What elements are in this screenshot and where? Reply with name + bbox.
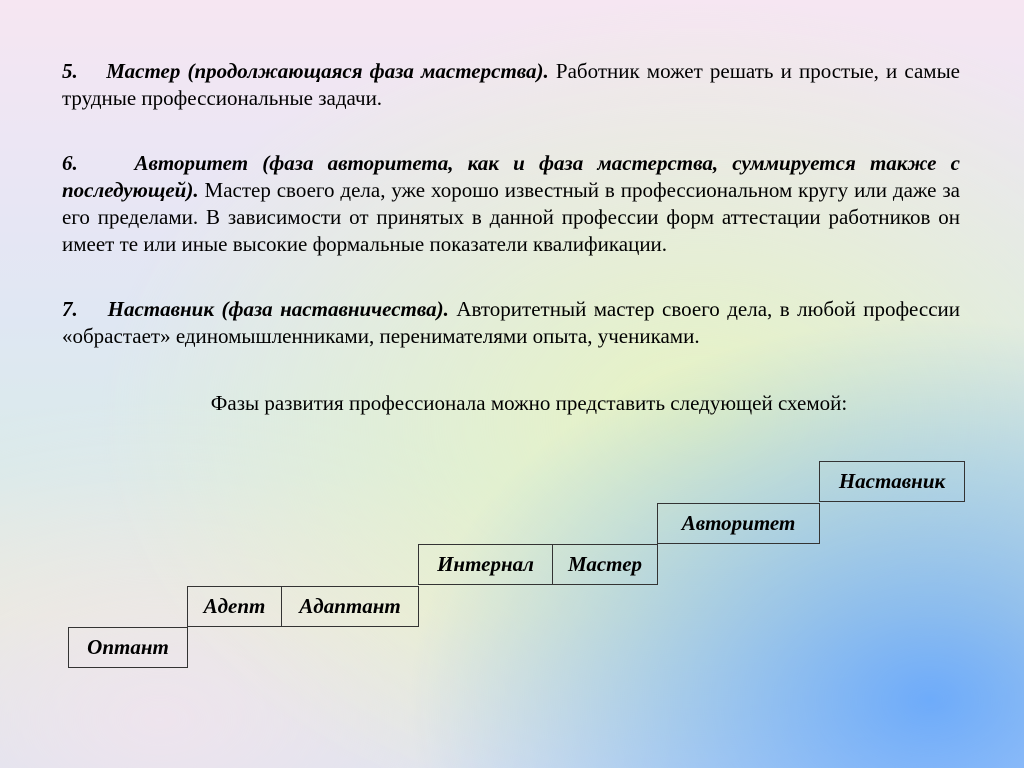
paragraph-text: Работник может решать и простые, и самые трудные профессиональные задачи. [62,59,961,110]
paragraph-7 [62,296,960,350]
step-adaptant: Адаптант [281,586,419,627]
step-internal: Интернал [418,544,553,585]
paragraph-number: 5. [62,59,78,83]
scheme-caption: Фазы развития профессионала можно представить следующей схемой: [210,391,848,415]
step-master: Мастер [552,544,658,585]
paragraph-term: Авторитет (фаза авторитета, как и фаза мастерства, суммируется также с последующей). [62,151,960,202]
step-avtoritet: Авторитет [657,503,820,544]
paragraph-number: 7. [62,297,78,321]
paragraph-text: Мастер своего дела, уже хорошо известный в профессиональном кругу или даже за его пределами. В зависимости от принятых в данной профессии форм аттестации работников он имеет те или иные высокие формальные показатели квалификации. [62,178,960,256]
paragraph-5 [62,58,960,112]
step-optant: Оптант [68,627,188,668]
paragraph-term: Мастер (продолжающаяся фаза мастерства). [106,59,549,83]
step-adept: Адепт [187,586,282,627]
paragraph-6 [62,150,960,258]
step-nastavnik: Наставник [819,461,965,502]
paragraph-text: Авторитетный мастер своего дела, в любой профессии «обрастает» единомышленниками, перенимателями опыта, учениками. [62,297,961,348]
paragraph-term: Наставник (фаза наставничества). [107,297,449,321]
paragraph-number: 6. [62,151,78,175]
